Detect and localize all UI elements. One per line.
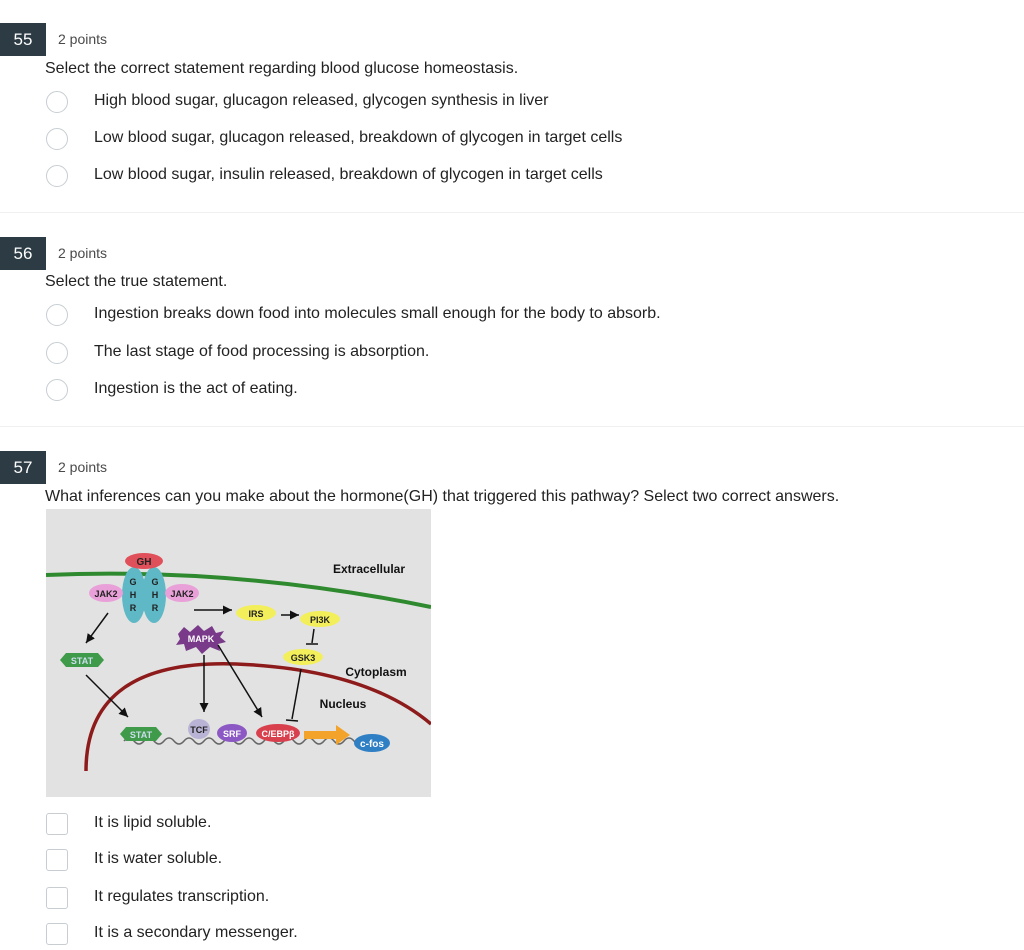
- question-points: 2 points: [58, 31, 108, 47]
- stat-bottom-label: STAT: [129, 730, 153, 740]
- pi3k-label: PI3K: [309, 615, 331, 625]
- question-number: 55: [0, 23, 46, 56]
- radio-button[interactable]: [46, 379, 68, 401]
- stat-top-label: STAT: [70, 656, 94, 666]
- answer-label[interactable]: It is water soluble.: [94, 850, 223, 867]
- answer-option[interactable]: [44, 884, 944, 914]
- inhibit-line: [312, 629, 314, 643]
- inhibit-bar: [286, 720, 298, 721]
- answer-option[interactable]: [44, 376, 944, 406]
- answer-option[interactable]: [44, 846, 944, 876]
- cebpb-label: C/EBPβ: [261, 729, 295, 739]
- answer-option[interactable]: [44, 920, 944, 950]
- question-points: 2 points: [58, 459, 108, 475]
- gh-pathway-diagram: [46, 509, 431, 797]
- ghr-letter: R: [129, 603, 137, 613]
- checkbox[interactable]: [46, 849, 68, 871]
- answer-label[interactable]: Low blood sugar, glucagon released, breakdown of glycogen in target cells: [94, 129, 623, 146]
- question-divider: [0, 212, 1024, 213]
- ghr-letter: H: [151, 590, 159, 600]
- nuclear-membrane: [86, 664, 431, 771]
- answer-option[interactable]: [44, 125, 944, 155]
- answer-label[interactable]: It is a secondary messenger.: [94, 924, 298, 941]
- answer-label[interactable]: Low blood sugar, insulin released, breakdown of glycogen in target cells: [94, 166, 603, 183]
- answer-option[interactable]: [44, 810, 944, 840]
- inhibit-line: [292, 669, 301, 719]
- radio-button[interactable]: [46, 304, 68, 326]
- radio-button[interactable]: [46, 165, 68, 187]
- answer-label[interactable]: High blood sugar, glucagon released, glycogen synthesis in liver: [94, 92, 549, 109]
- answer-option[interactable]: [44, 301, 944, 331]
- arrow: [86, 613, 108, 643]
- arrow: [218, 645, 262, 717]
- gh-label: GH: [136, 557, 152, 568]
- answer-label[interactable]: It is lipid soluble.: [94, 814, 212, 831]
- ghr-letter: G: [129, 577, 137, 587]
- nucleus-label: Nucleus: [319, 697, 367, 711]
- srf-label: SRF: [223, 729, 241, 739]
- jak2-left-label: JAK2: [94, 589, 118, 599]
- question-points: 2 points: [58, 245, 108, 261]
- irs-label: IRS: [248, 609, 264, 619]
- radio-button[interactable]: [46, 91, 68, 113]
- question-divider: [0, 426, 1024, 427]
- tcf-label: TCF: [190, 725, 208, 735]
- ghr-letter: G: [151, 577, 159, 587]
- question-number: 56: [0, 237, 46, 270]
- checkbox[interactable]: [46, 923, 68, 945]
- gsk3-label: GSK3: [290, 653, 316, 663]
- answer-label[interactable]: It regulates transcription.: [94, 888, 270, 905]
- question-number: 57: [0, 451, 46, 484]
- jak2-right-label: JAK2: [170, 589, 194, 599]
- ghr-letter: H: [129, 590, 137, 600]
- mapk-label: MAPK: [187, 634, 215, 644]
- answer-label[interactable]: The last stage of food processing is absorption.: [94, 343, 430, 360]
- answer-option[interactable]: [44, 162, 944, 192]
- answer-label[interactable]: Ingestion is the act of eating.: [94, 380, 298, 397]
- checkbox[interactable]: [46, 813, 68, 835]
- ghr-letter: R: [151, 603, 159, 613]
- radio-button[interactable]: [46, 128, 68, 150]
- radio-button[interactable]: [46, 342, 68, 364]
- answer-option[interactable]: [44, 88, 944, 118]
- answer-option[interactable]: [44, 339, 944, 369]
- question-text: Select the correct statement regarding blood glucose homeostasis.: [45, 60, 519, 77]
- extracellular-label: Extracellular: [332, 562, 406, 576]
- arrow: [86, 675, 128, 717]
- answer-label[interactable]: Ingestion breaks down food into molecules small enough for the body to absorb.: [94, 305, 661, 322]
- cfos-label: c-fos: [360, 739, 384, 750]
- question-text: Select the true statement.: [45, 273, 228, 290]
- question-text: What inferences can you make about the hormone(GH) that triggered this pathway? Select two correct answers.: [45, 488, 840, 505]
- gh-pathway-svg: [46, 509, 431, 797]
- checkbox[interactable]: [46, 887, 68, 909]
- cytoplasm-label: Cytoplasm: [345, 665, 407, 679]
